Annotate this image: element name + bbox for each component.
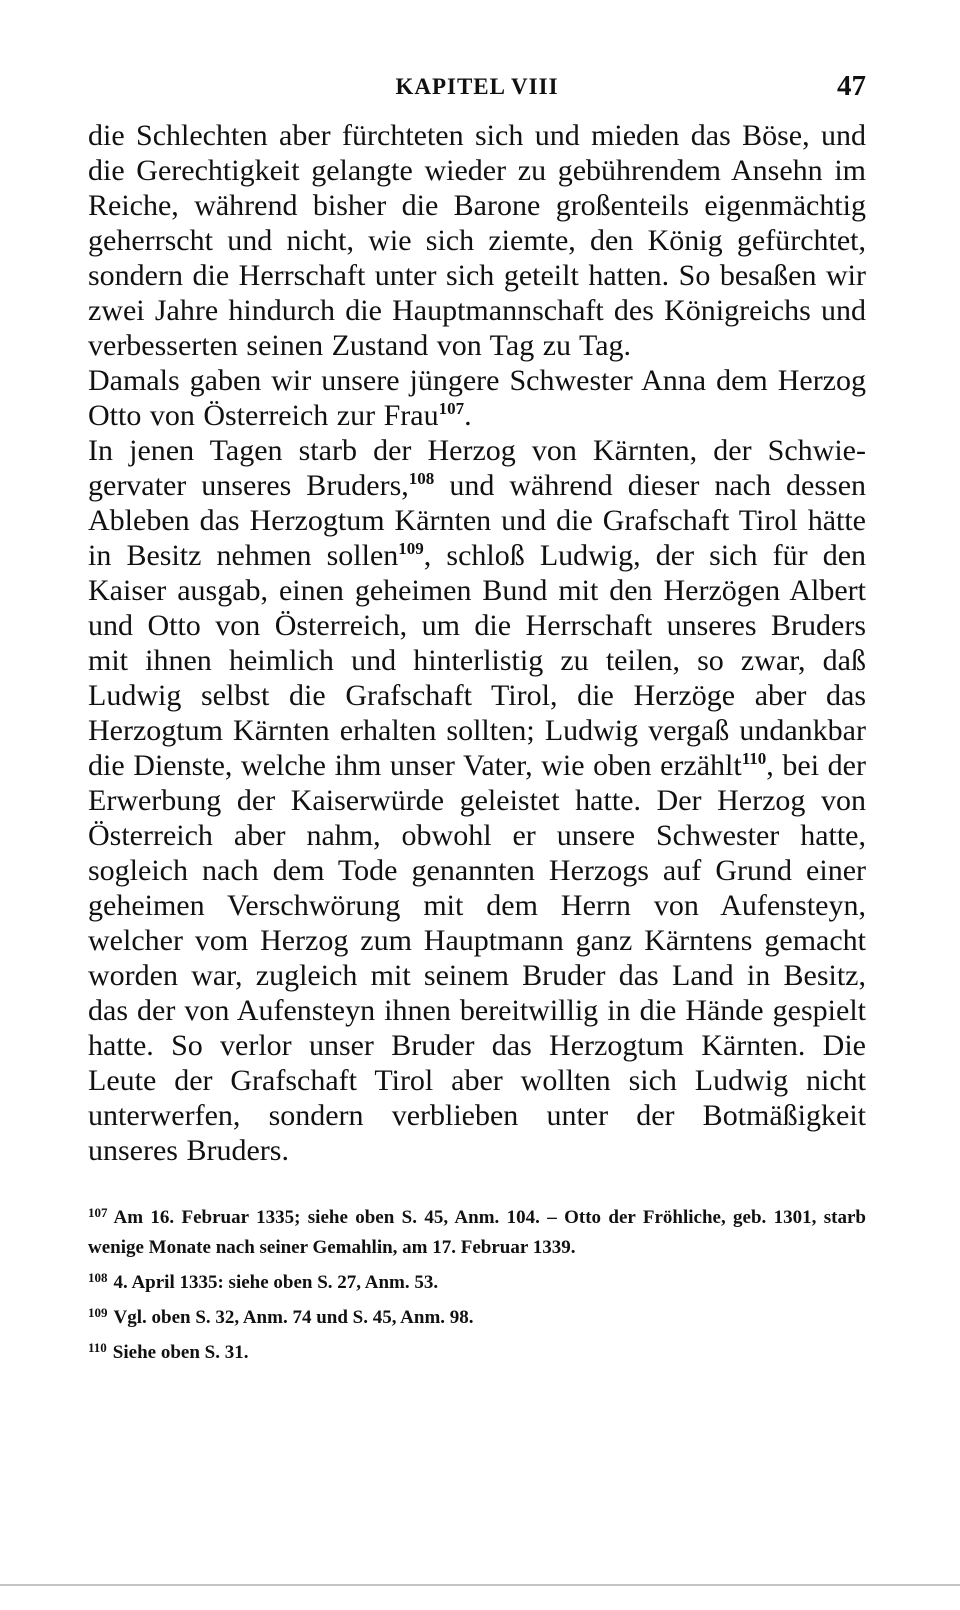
footnote-number: 109	[88, 1305, 108, 1320]
footnote-text: Siehe oben S. 31.	[112, 1342, 249, 1363]
footnote-reference: 109	[398, 539, 424, 558]
running-head	[88, 60, 866, 110]
footnote-number: 108	[88, 1270, 108, 1285]
footnote-reference: 108	[408, 469, 435, 488]
footnote-reference: 107	[438, 399, 465, 418]
chapter-title: KAPITEL VIII	[395, 74, 559, 99]
footnote	[88, 1333, 866, 1368]
paragraph	[88, 363, 866, 433]
paragraph-text: .	[464, 399, 472, 432]
footnote	[88, 1263, 866, 1298]
footnote	[88, 1298, 866, 1333]
footnote-reference: 110	[741, 749, 767, 768]
footnote-number: 110	[88, 1340, 107, 1355]
page-number: 47	[837, 70, 866, 102]
paragraph	[88, 433, 866, 1168]
paragraph-text: , schloß Ludwig, der sich für den Kaiser ausgab, einen geheimen Bund mit den Herzögen Albert und Otto von Österreich, um die Herrschaft unseres Bruders mit ihnen heimlich und hinterlistig zu teilen, so zwar, daß Ludwig selbst die Grafschaft Tirol, die Herzöge aber das Herzogtum Kärnten erhalten sollten; Ludwig vergaß undankbar die Dienste, welche ihm unser Vater, wie oben erzählt	[88, 539, 867, 782]
book-page	[88, 60, 866, 1368]
paragraph-text: , bei der Erwerbung der Kaiserwürde geleistet hatte. Der Herzog von Österreich aber nahm, obwohl er unsere Schwester hatte, sogleich nach dem Tode genannten Herzogs auf Grund einer geheimen Verschwörung mit dem Herrn von Aufensteyn, welcher vom Herzog zum Hauptmann ganz Kärntens gemacht worden war, zugleich mit seinem Bruder das Land in Besitz, das der von Aufensteyn ihnen bereitwillig in die Hände gespielt hatte. So verlor unser Bruder das Herzogtum Kärnten. Die Leute der Grafschaft Tirol aber wollten sich Ludwig nicht unterwerfen, sondern verblieben unter der Botmäßigkeit unseres Bruders.	[88, 749, 866, 1167]
footnote-text: Am 16. Februar 1335; siehe oben S. 45, Anm. 104. – Otto der Fröhliche, geb. 1301, starb wenige Monate nach seiner Gemahlin, am 17. Februar 1339.	[88, 1207, 866, 1258]
footnote-text: Vgl. oben S. 32, Anm. 74 und S. 45, Anm. 98.	[113, 1307, 474, 1328]
body-text	[88, 118, 866, 1168]
footnote-number: 107	[88, 1205, 108, 1220]
footnote	[88, 1198, 866, 1263]
paragraph-text: die Schlechten aber fürchteten sich und mieden das Böse, und die Gerechtigkeit gelangte wieder zu gebührendem Ansehn im Reiche, während bisher die Barone großenteils eigenmächtig geherrscht und nicht, wie sich ziemte, den König gefürchtet, sondern die Herrschaft unter sich geteilt hatten. So besaßen wir zwei Jahre hindurch die Hauptmannschaft des Königreichs und verbesserten seinen Zustand von Tag zu Tag.	[88, 119, 866, 362]
paragraph-text: und während dieser nach dessen Ableben das Herzogtum Kärnten und die Grafschaft Tirol hätte in Besitz nehmen sollen	[88, 469, 867, 572]
paragraph	[88, 118, 866, 363]
footnote-text: 4. April 1335: siehe oben S. 27, Anm. 53.	[113, 1272, 439, 1293]
paragraph-text: In jenen Tagen starb der Herzog von Kärnten, der Schwiegervater unseres Bruders,	[88, 434, 866, 502]
footnotes	[88, 1198, 866, 1368]
paragraph-text: Damals gaben wir unsere jüngere Schwester Anna dem Herzog Otto von Österreich zur Frau	[88, 364, 866, 432]
page-bottom-edge	[0, 1584, 960, 1610]
